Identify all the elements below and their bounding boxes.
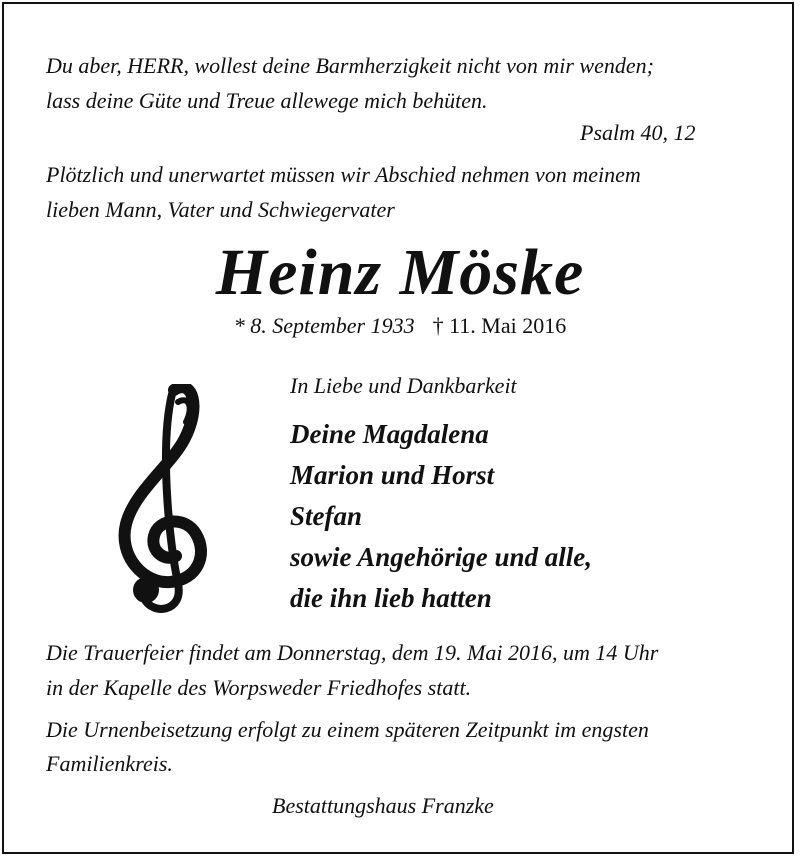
obituary-notice bbox=[2, 2, 794, 854]
intro-line-1: Plötzlich und unerwartet müssen wir Abschied nehmen von meinem bbox=[46, 162, 641, 187]
death-date: † 11. Mai 2016 bbox=[432, 313, 567, 338]
intro-line-2: lieben Mann, Vater und Schwiegervater bbox=[46, 197, 395, 222]
deceased-name: Heinz Möske bbox=[215, 236, 585, 309]
mourners-list bbox=[290, 414, 592, 619]
mourner-name: sowie Angehörige und alle, bbox=[290, 542, 593, 572]
mourner-name: die ihn lieb hatten bbox=[290, 583, 492, 613]
mourner-name: Marion und Horst bbox=[290, 460, 495, 490]
mourners-heading: In Liebe und Dankbarkeit bbox=[290, 373, 517, 398]
ceremony-line-1: Die Trauerfeier findet am Donnerstag, dem 19. Mai 2016, um 14 Uhr bbox=[46, 640, 659, 665]
verse-line-1: Du aber, HERR, wollest deine Barmherzigkeit nicht von mir wenden; bbox=[46, 53, 654, 78]
ceremony-line-2: in der Kapelle des Worpsweder Friedhofes statt. bbox=[46, 675, 472, 700]
mourner-name: Stefan bbox=[290, 501, 363, 531]
verse-line-2: lass deine Güte und Treue allewege mich behüten. bbox=[46, 88, 488, 113]
birth-date: * 8. September 1933 bbox=[233, 313, 415, 338]
funeral-home: Bestattungshaus Franzke bbox=[272, 793, 494, 818]
verse-reference: Psalm 40, 12 bbox=[580, 120, 696, 145]
urn-line-2: Familienkreis. bbox=[46, 751, 173, 776]
urn-line-1: Die Urnenbeisetzung erfolgt zu einem späteren Zeitpunkt im engsten bbox=[46, 717, 649, 742]
treble-clef-icon bbox=[112, 384, 210, 614]
mourner-name: Deine Magdalena bbox=[290, 419, 489, 449]
life-dates bbox=[4, 313, 796, 339]
